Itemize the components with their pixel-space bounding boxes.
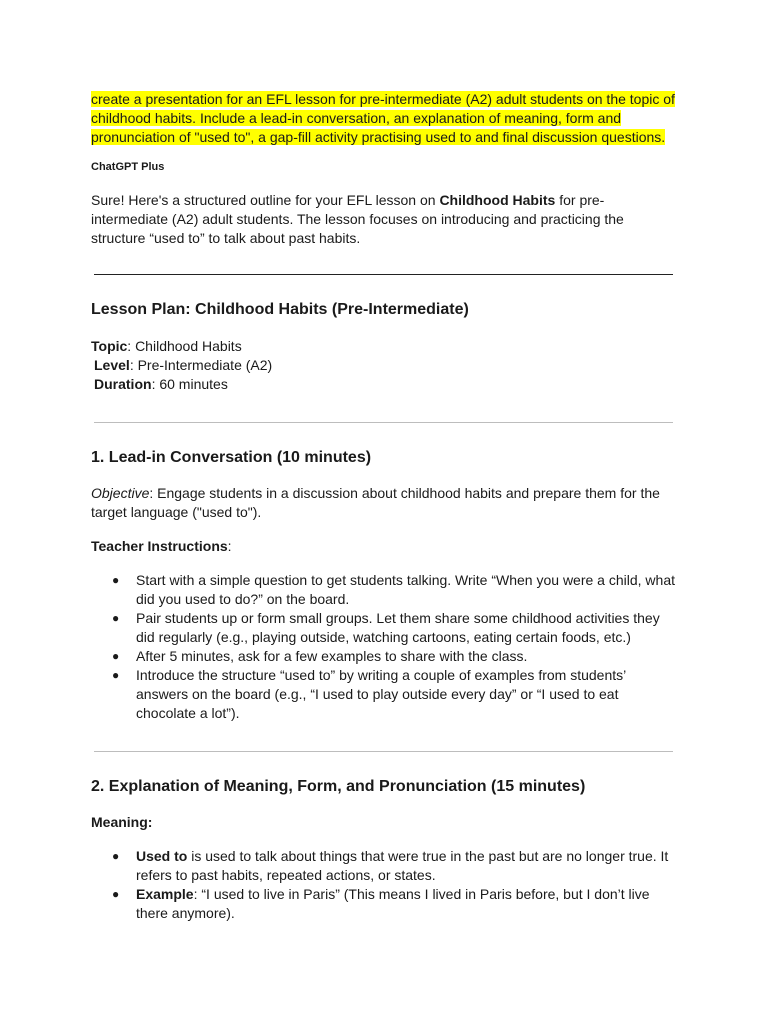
bullet-icon: ● (112, 649, 120, 663)
objective-paragraph (91, 484, 681, 522)
section1-title: 1. Lead-in Conversation (10 minutes) (91, 449, 372, 466)
intro-text-end: for pre-intermediate (A2) adult students. The lesson focuses on introducing and practicing the structure “used to” to talk about past habits. (91, 192, 624, 246)
user-prompt (91, 90, 681, 147)
instructions-colon: : (227, 538, 232, 554)
objective-label: Objective (91, 485, 150, 501)
list-item-text: : “I used to live in Paris” (This means I lived in Paris before, but I don’t live there anymore). (136, 886, 650, 921)
instructions-label: Teacher Instructions (91, 538, 228, 554)
bullet-icon: ● (112, 887, 120, 901)
topic-label: Topic (91, 338, 128, 354)
lesson-meta (91, 337, 681, 394)
objective-text: : Engage students in a discussion about childhood habits and prepare them for the target language ("used to"). (91, 485, 660, 520)
duration-label: Duration (94, 376, 152, 392)
list-item (91, 609, 681, 647)
meaning-list (91, 847, 681, 923)
term-bold: Used to (136, 848, 188, 864)
level-label: Level (94, 357, 130, 373)
bullet-icon: ● (112, 668, 120, 682)
document-page (91, 90, 681, 923)
prompt-highlight: create a presentation for an EFL lesson for pre-intermediate (A2) adult students on the topic of childhood habits. Include a lead-in conversation, an explanation of meaning, form and pronunciation of "used to", a gap-fill activity practising used to and final discussion questions. (91, 91, 675, 145)
duration-line (91, 375, 681, 394)
list-item (91, 647, 681, 666)
intro-text: Sure! Here's a structured outline for your EFL lesson on (91, 192, 440, 208)
divider (94, 274, 673, 275)
meaning-heading: Meaning: (91, 814, 153, 830)
teacher-instructions-heading (91, 537, 681, 556)
bullet-icon: ● (112, 611, 120, 625)
lesson-plan-title: Lesson Plan: Childhood Habits (Pre-Intermediate) (91, 301, 469, 318)
topic-line (91, 337, 681, 356)
list-item-text: Introduce the structure “used to” by writing a couple of examples from students’ answers on the board (e.g., “I used to play outside every day” or “I used to eat chocolate a lot”). (136, 667, 626, 721)
term-bold: Example (136, 886, 194, 902)
bullet-icon: ● (112, 849, 120, 863)
bullet-icon: ● (112, 573, 120, 587)
divider (94, 751, 673, 752)
list-item (91, 885, 681, 923)
level-value: : Pre-Intermediate (A2) (129, 357, 273, 373)
sender-label: ChatGPT Plus (91, 161, 165, 173)
intro-paragraph (91, 191, 681, 248)
duration-value: : 60 minutes (151, 376, 228, 392)
list-item-text: Pair students up or form small groups. Let them share some childhood activities they did regularly (e.g., playing outside, watching cartoons, eating certain foods, etc.) (136, 610, 660, 645)
section2-title: 2. Explanation of Meaning, Form, and Pronunciation (15 minutes) (91, 778, 586, 795)
list-item (91, 847, 681, 885)
topic-value: : Childhood Habits (127, 338, 242, 354)
list-item (91, 571, 681, 609)
level-line (91, 356, 681, 375)
intro-bold-topic: Childhood Habits (439, 192, 556, 208)
list-item-text: After 5 minutes, ask for a few examples to share with the class. (136, 648, 528, 664)
instructions-list (91, 571, 681, 723)
list-item (91, 666, 681, 723)
list-item-text: Start with a simple question to get students talking. Write “When you were a child, what did you used to do?” on the board. (136, 572, 675, 607)
list-item-text: is used to talk about things that were true in the past but are no longer true. It refers to past habits, repeated actions, or states. (136, 848, 669, 883)
divider (94, 422, 673, 423)
